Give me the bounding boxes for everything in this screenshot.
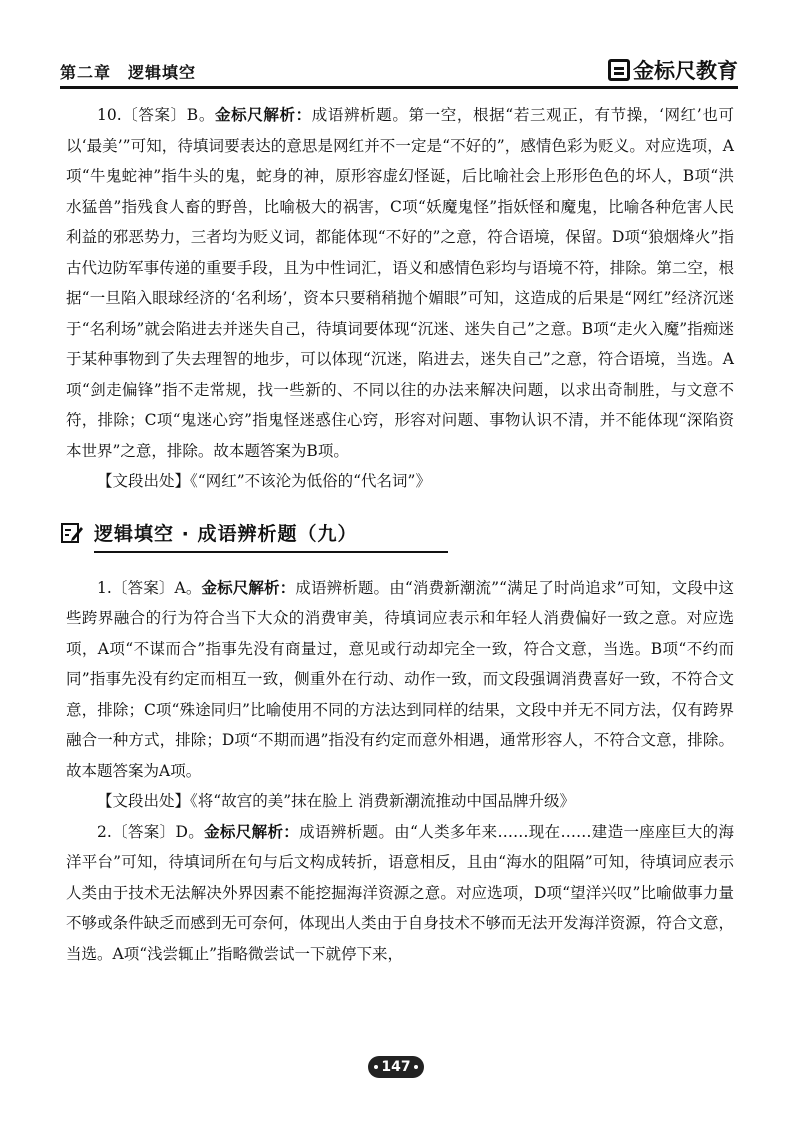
source-line-1 — [66, 786, 734, 817]
source-title: 《将“故宫的美”抹在脸上 消费新潮流推动中国品牌升级》 — [190, 792, 576, 810]
section-heading — [60, 507, 734, 567]
chapter-title: 第二章 逻辑填空 — [60, 63, 197, 82]
source-line-10 — [66, 466, 734, 497]
answer-lead: 10.〔答案〕B。 — [97, 106, 215, 124]
answer-paragraph-10 — [66, 100, 734, 466]
answer-lead: 2.〔答案〕D。 — [97, 822, 205, 841]
answer-paragraph-2 — [66, 817, 734, 970]
answer-lead: 1.〔答案〕A。 — [97, 578, 202, 597]
source-label: 【文段出处】 — [97, 472, 191, 490]
page-content — [66, 100, 734, 969]
source-title: 《“网红”不该沦为低俗的“代名词”》 — [190, 472, 431, 490]
analysis-label: 金标尺解析： — [201, 578, 296, 597]
brand-name: 金标尺教育 — [633, 59, 738, 83]
header-divider — [60, 86, 738, 89]
page-header — [60, 52, 738, 92]
analysis-label: 金标尺解析： — [214, 106, 312, 124]
answer-paragraph-1 — [66, 573, 734, 787]
brand-mark-icon — [608, 59, 630, 81]
brand-logo — [608, 55, 738, 85]
page-number: 147 — [368, 1056, 424, 1078]
analysis-text: 成语辨析题。第一空，根据“若三观正，有节操，‘网红’也可以‘最美’”可知，待填词要表达的意思是网红并不一定是“不好的”，感情色彩为贬义。对应选项，A项“牛鬼蛇神”指牛头的鬼，蛇身的神，原形容虚幻怪诞，后比喻社会上形形色色的坏人，B项“洪水猛兽”指残食人畜的野兽，比喻极大的祸害，C项“妖魔鬼怪”指妖怪和魔鬼，比喻各种危害人民利益的邪恶势力，三者均为贬义词，都能体现“不好的”之意，符合语境，保留。D项“狼烟烽火”指古代边防军事传递的重要手段，且为中性词汇，语义和感情色彩均与语境不符，排除。第二空，根据“一旦陷入眼球经济的‘名利场’，资本只要稍稍抛个媚眼”可知，这造成的后果是“网红”经济沉迷于“名利场”就会陷进去并迷失自己，待填词要体现“沉迷、迷失自己”之意。B项“走火入魔”指痴迷于某种事物到了失去理智的地步，可以体现“沉迷，陷进去，迷失自己”之意，符合语境，当选。A项“剑走偏锋”指不走常规，找一些新的、不同以往的办法来解决问题，以求出奇制胜，与文意不符，排除；C项“鬼迷心窍”指鬼怪迷惑住心窍，形容对问题、事物认识不清，并不能体现“深陷资本世界”之意，排除。故本题答案为B项。 — [66, 106, 734, 460]
analysis-text: 成语辨析题。由“消费新潮流”“满足了时尚追求”可知，文段中这些跨界融合的行为符合当下大众的消费审美，待填词应表示和年轻人消费偏好一致之意。对应选项，A项“不谋而合”指事先没有商量过，意见或行动却完全一致，符合文意，当选。B项“不约而同”指事先没有约定而相互一致，侧重外在行动、动作一致，而文段强调消费喜好一致，不符合文意，排除；C项“殊途同归”比喻使用不同的方法达到同样的结果，文段中并无不同方法，仅有跨界融合一种方式，排除；D项“不期而遇”指没有约定而意外相遇，通常形容人，不符合文意，排除。故本题答案为A项。 — [66, 578, 735, 780]
section-underline — [94, 551, 448, 553]
edit-note-icon — [60, 521, 84, 545]
analysis-text: 成语辨析题。由“人类多年来……现在……建造一座座巨大的海洋平台”可知，待填词所在句与后文构成转折，语意相反，且由“海水的阻隔”可知，待填词应表示人类由于技术无法解决外界因素不能挖掘海洋资源之意。对应选项，D项“望洋兴叹”比喻做事力量不够或条件缺乏而感到无可奈何，体现出人类由于自身技术不够而无法开发海洋资源，符合文意，当选。A项“浅尝辄止”指略微尝试一下就停下来， — [66, 822, 734, 963]
section-title: 逻辑填空 · 成语辨析题（九） — [94, 522, 358, 545]
source-label: 【文段出处】 — [97, 792, 191, 810]
analysis-label: 金标尺解析： — [204, 822, 300, 841]
